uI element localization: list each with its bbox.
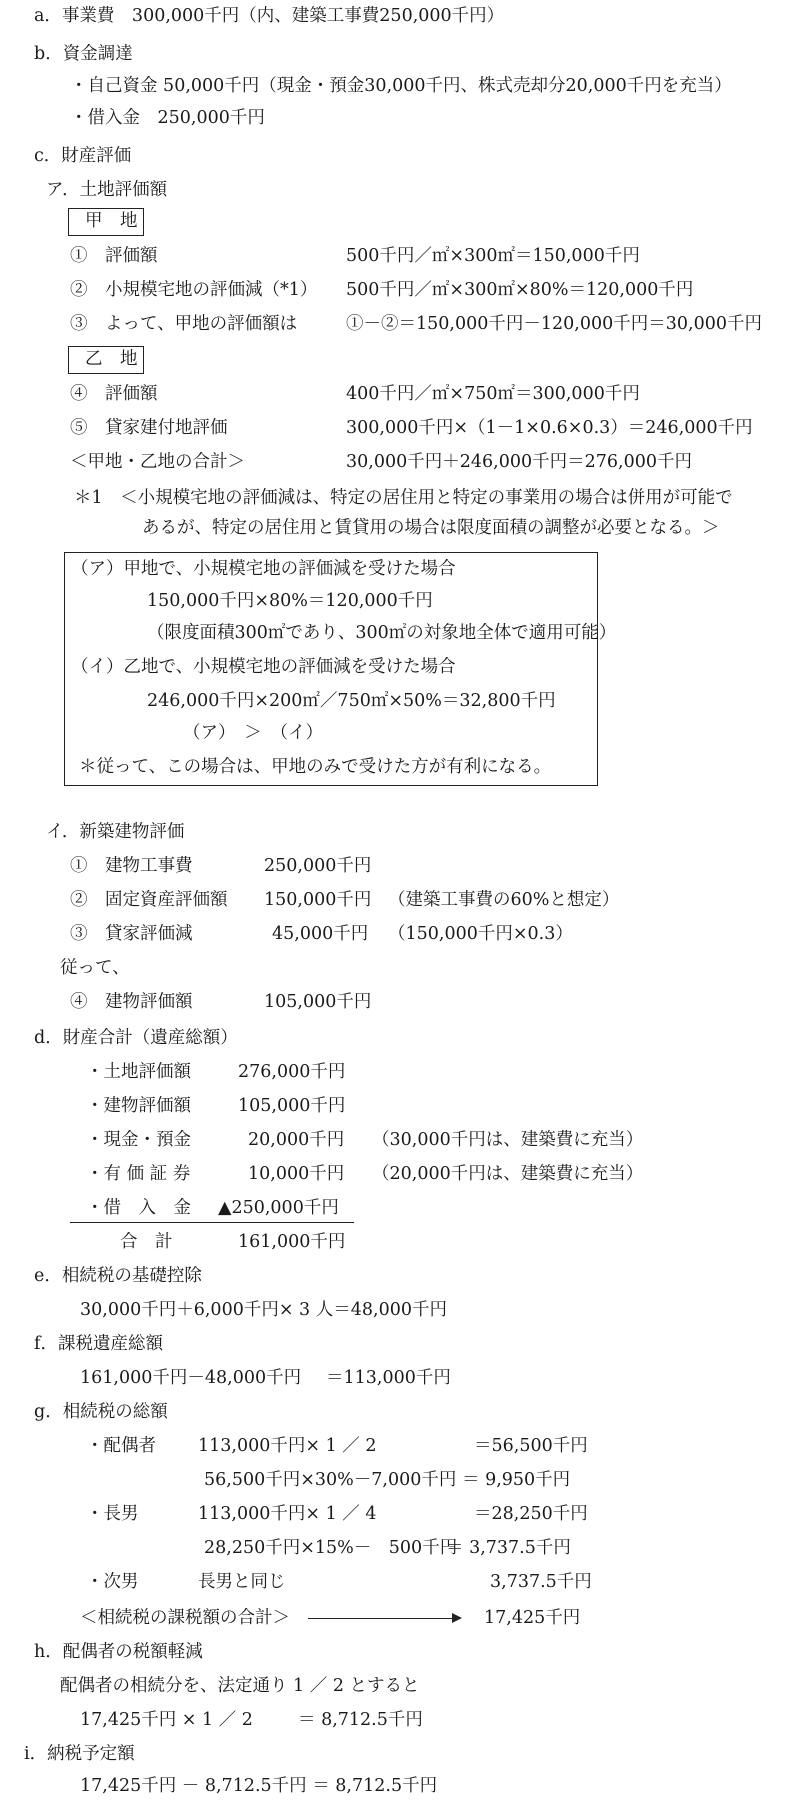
land-row4-calc: 400千円／㎡×750㎡＝300,000千円 (346, 384, 640, 404)
land-valuation-title: ア．土地評価額 (46, 180, 168, 200)
building-row4-value: 105,000千円 (264, 992, 372, 1012)
estate-row1-label: ・土地評価額 (86, 1062, 191, 1082)
spouse-share-text: 配偶者の相続分を、法定通り 1 ／ 2 とすると (60, 1676, 420, 1696)
son2-label: ・次男 (86, 1572, 139, 1592)
section-f-heading: f．課税遺産総額 (34, 1334, 163, 1354)
building-row4-label: ④ 建物評価額 (70, 992, 193, 1012)
building-row2-value: 150,000千円 (264, 890, 372, 910)
estate-total-rule (70, 1222, 354, 1223)
section-i-heading: i．納税予定額 (24, 1744, 135, 1764)
estate-row2-value: 105,000千円 (238, 1096, 346, 1116)
estate-total-value: 161,000千円 (238, 1232, 346, 1252)
box-line4: （イ）乙地で、小規模宅地の評価減を受けた場合 (71, 657, 456, 677)
note1-line2: あるが、特定の居住用と賃貸用の場合は限度面積の調整が必要となる。＞ (142, 518, 720, 538)
arrow-right-icon (308, 1618, 460, 1619)
son1-calc1: 113,000千円× 1 ／ 4 (198, 1504, 377, 1524)
land-sum-label: ＜甲地・乙地の合計＞ (70, 452, 245, 472)
spouse-result2: ＝ 9,950千円 (462, 1470, 571, 1490)
spouse-reduction-calc: 17,425千円 × 1 ／ 2 (80, 1710, 253, 1730)
tax-total-label: ＜相続税の課税額の合計＞ (80, 1608, 290, 1628)
building-row3-label: ③ 貸家評価減 (70, 924, 193, 944)
estate-total-label: 合 計 (120, 1232, 173, 1252)
spouse-reduction-result: ＝ 8,712.5千円 (298, 1710, 423, 1730)
otsu-land-label: 乙 地 (85, 349, 138, 369)
tax-total-value: 17,425千円 (484, 1608, 581, 1628)
building-row1-value: 250,000千円 (264, 856, 372, 876)
son1-calc2: 28,250千円×15%－ 500千円 (204, 1538, 458, 1558)
building-row3-note: （150,000千円×0.3） (388, 924, 573, 944)
son2-result: 3,737.5千円 (490, 1572, 592, 1592)
land-row5-calc: 300,000千円×（1－1×0.6×0.3）＝246,000千円 (346, 418, 753, 438)
comparison-box (64, 552, 617, 786)
son2-calc: 長男と同じ (198, 1572, 286, 1592)
land-row1-label: ① 評価額 (70, 246, 158, 266)
expected-tax-calc: 17,425千円 － 8,712.5千円 ＝ 8,712.5千円 (80, 1776, 438, 1796)
estate-row4-value: 10,000千円 (248, 1164, 345, 1184)
land-row4-label: ④ 評価額 (70, 384, 158, 404)
spouse-result1: ＝56,500千円 (474, 1436, 588, 1456)
note1-line1: ＊1 ＜小規模宅地の評価減は、特定の居住用と特定の事業用の場合は併用が可能で (74, 488, 733, 508)
estate-row4-note: （20,000千円は、建築費に充当） (372, 1164, 644, 1184)
section-d-heading: d．財産合計（遺産総額） (34, 1028, 238, 1048)
building-row1-label: ① 建物工事費 (70, 856, 193, 876)
otsu-land-label-box (68, 346, 144, 374)
box-line6: （ア） ＞ （イ） (183, 723, 323, 743)
section-h-heading: h．配偶者の税額軽減 (34, 1642, 203, 1662)
land-row3-label: ③ よって、甲地の評価額は (70, 314, 298, 334)
box-line1: （ア）甲地で、小規模宅地の評価減を受けた場合 (71, 559, 456, 579)
section-b-heading: b．資金調達 (34, 44, 133, 64)
box-line5: 246,000千円×200㎡／750㎡×50%＝32,800千円 (147, 691, 556, 711)
estate-row2-label: ・建物評価額 (86, 1096, 191, 1116)
section-c-heading: c．財産評価 (34, 146, 132, 166)
spouse-label: ・配偶者 (86, 1436, 156, 1456)
building-row2-note: （建築工事費の60%と想定） (388, 890, 620, 910)
box-line2: 150,000千円×80%＝120,000千円 (147, 591, 433, 611)
son1-result2: ＝ 3,737.5千円 (446, 1538, 571, 1558)
estate-row3-note: （30,000千円は、建築費に充当） (372, 1130, 644, 1150)
taxable-estate-calc: 161,000千円－48,000千円 (80, 1368, 302, 1388)
estate-row4-label: ・有 価 証 券 (86, 1164, 191, 1184)
son1-result1: ＝28,250千円 (474, 1504, 588, 1524)
son1-label: ・長男 (86, 1504, 139, 1524)
box-line3: （限度面積300㎡であり、300㎡の対象地全体で適用可能） (147, 623, 617, 643)
funding-own-capital: ・自己資金 50,000千円（現金・預金30,000千円、株式売却分20,000千円を充当） (70, 76, 732, 96)
taxable-estate-result: ＝113,000千円 (326, 1368, 451, 1388)
koh-land-label: 甲 地 (85, 211, 138, 231)
estate-row3-label: ・現金・預金 (86, 1130, 191, 1150)
land-row2-label: ② 小規模宅地の評価減（*1） (70, 280, 318, 300)
building-row3-value: 45,000千円 (272, 924, 369, 944)
land-row2-calc: 500千円／㎡×300㎡×80%＝120,000千円 (346, 280, 694, 300)
koh-land-label-box (68, 208, 144, 236)
funding-loan: ・借入金 250,000千円 (70, 108, 265, 128)
land-row5-label: ⑤ 貸家建付地評価 (70, 418, 228, 438)
land-sum-calc: 30,000千円＋246,000千円＝276,000千円 (346, 452, 692, 472)
section-g-heading: g．相続税の総額 (34, 1402, 168, 1422)
basic-deduction-calc: 30,000千円＋6,000千円× 3 人＝48,000千円 (80, 1300, 447, 1320)
building-row2-label: ② 固定資産評価額 (70, 890, 228, 910)
estate-row5-label: ・借 入 金 (86, 1198, 191, 1218)
section-a-business-cost: a．事業費 300,000千円（内、建築工事費250,000千円） (34, 6, 505, 26)
estate-row5-value: ▲250,000千円 (218, 1198, 339, 1218)
estate-row1-value: 276,000千円 (238, 1062, 346, 1082)
box-line7: ＊従って、この場合は、甲地のみで受けた方が有利になる。 (79, 757, 552, 777)
building-therefore: 従って、 (60, 958, 130, 978)
building-title: イ．新築建物評価 (46, 822, 185, 842)
spouse-calc2: 56,500千円×30%－7,000千円 (204, 1470, 457, 1490)
land-row3-calc: ①－②＝150,000千円－120,000千円＝30,000千円 (346, 314, 762, 334)
estate-row3-value: 20,000千円 (248, 1130, 345, 1150)
land-row1-calc: 500千円／㎡×300㎡＝150,000千円 (346, 246, 640, 266)
spouse-calc1: 113,000千円× 1 ／ 2 (198, 1436, 377, 1456)
section-e-heading: e．相続税の基礎控除 (34, 1266, 202, 1286)
